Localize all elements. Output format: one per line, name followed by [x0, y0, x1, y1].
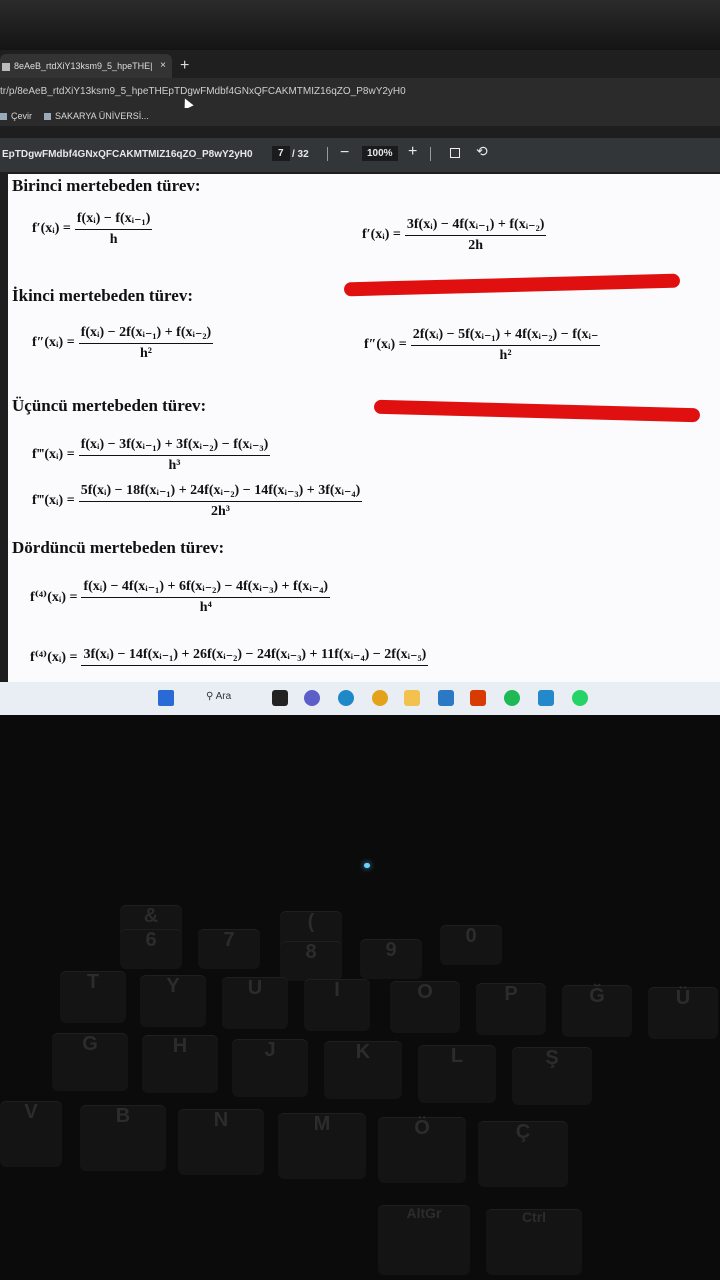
browser-tab[interactable] [0, 54, 172, 78]
equation-lhs: f′(xᵢ) = [32, 221, 71, 236]
equation [30, 578, 330, 616]
denominator: h² [499, 348, 512, 363]
section-heading: İkinci mertebeden türev: [12, 286, 193, 305]
bookmark-label: Çevir [11, 111, 33, 121]
equation [32, 210, 152, 248]
denominator [81, 666, 428, 668]
denominator: h³ [168, 458, 181, 473]
fit-page-icon[interactable] [450, 148, 460, 158]
fraction [75, 210, 153, 248]
denominator: h [109, 232, 118, 247]
bookmarks-bar [0, 108, 720, 126]
numerator: 2f(xᵢ) − 5f(xᵢ₋₁) + 4f(xᵢ₋₂) − f(xᵢ₋ [411, 326, 601, 346]
numerator: f(xᵢ) − 2f(xᵢ₋₁) + f(xᵢ₋₂) [79, 324, 214, 344]
equation-lhs: f⁽⁴⁾(xᵢ) = [30, 589, 78, 605]
keyboard-key: M [278, 1113, 366, 1179]
numerator: 3f(xᵢ) − 4f(xᵢ₋₁) + f(xᵢ₋₂) [405, 216, 547, 236]
equation [30, 646, 428, 668]
toolbar-divider [430, 147, 431, 161]
edge-browser-icon[interactable] [338, 690, 354, 706]
section-heading: Üçüncü mertebeden türev: [12, 396, 207, 415]
keyboard-key: Ç [478, 1121, 568, 1187]
whatsapp-icon[interactable] [572, 690, 588, 706]
keyboard-key: K [324, 1041, 402, 1099]
pdf-toolbar [0, 138, 720, 172]
numerator: f(xᵢ) − f(xᵢ₋₁) [75, 210, 153, 230]
denominator: 2h³ [211, 504, 230, 519]
equation-lhs: f′(xᵢ) = [362, 227, 401, 242]
fraction [405, 216, 547, 254]
bookmark-cevir[interactable] [0, 111, 32, 121]
numerator: 3f(xᵢ) − 14f(xᵢ₋₁) + 26f(xᵢ₋₂) − 24f(xᵢ₋₃) + 11f(xᵢ₋₄) − 2f(xᵢ₋₅) [81, 646, 428, 666]
section-heading: Dördüncü mertebeden türev: [12, 538, 225, 557]
page-total: / 32 [292, 149, 309, 160]
keyboard-key: 9 [360, 939, 422, 979]
chrome-browser-icon[interactable] [372, 690, 388, 706]
red-annotation-mark [344, 274, 680, 297]
zoom-level-input[interactable]: 100% [362, 146, 398, 161]
keyboard-key: Ş [512, 1047, 592, 1105]
address-bar[interactable] [0, 78, 720, 108]
pdf-file-icon [2, 63, 10, 71]
tab-strip [0, 50, 720, 78]
section-heading: Birinci mertebeden türev: [12, 176, 201, 195]
keyboard-key: O [390, 981, 460, 1033]
keyboard-key: H [142, 1035, 218, 1093]
windows-taskbar [0, 682, 720, 715]
keyboard-key: AltGr [378, 1205, 470, 1275]
keyboard-key: 8 [280, 941, 342, 981]
tab-title: 8eAeB_rtdXiY13ksm9_5_hpeTHE| [14, 61, 153, 71]
vscode-icon[interactable] [538, 690, 554, 706]
keyboard-key: P [476, 983, 546, 1035]
rotate-icon[interactable]: ⟲ [476, 143, 488, 159]
equation [32, 324, 213, 362]
equation-lhs: f‴(xᵢ) = [32, 493, 75, 508]
keyboard-key: N [178, 1109, 264, 1175]
red-annotation-mark [374, 400, 700, 423]
equation-lhs: f″(xᵢ) = [32, 335, 75, 350]
keyboard-key: Ö [378, 1117, 466, 1183]
keyboard-key: 7 [198, 929, 260, 969]
spotify-icon[interactable] [504, 690, 520, 706]
equation [32, 482, 362, 520]
keyboard-key: L [418, 1045, 496, 1103]
denominator: h² [139, 346, 152, 361]
keyboard-key: & [120, 905, 182, 947]
keyboard-key: Y [140, 975, 206, 1027]
denominator: h⁴ [199, 600, 212, 615]
equation [362, 216, 546, 254]
laptop-screen [0, 50, 720, 715]
fraction [411, 326, 601, 364]
document-title: EpTDgwFMdbf4GNxQFCAKMTMIZ16qZO_P8wY2yH0 [2, 149, 253, 160]
keyboard-key: G [52, 1033, 128, 1091]
keyboard-key: U [222, 977, 288, 1029]
task-view-icon[interactable] [272, 690, 288, 706]
equation-lhs: f″(xᵢ) = [364, 337, 407, 352]
laptop-keyboard [0, 715, 720, 1280]
toolbar-divider [327, 147, 328, 161]
fraction [79, 482, 363, 520]
numerator: f(xᵢ) − 4f(xᵢ₋₁) + 6f(xᵢ₋₂) − 4f(xᵢ₋₃) + f(xᵢ₋₄) [81, 578, 330, 598]
equation [364, 326, 600, 364]
equation-lhs: f‴(xᵢ) = [32, 447, 75, 462]
close-icon[interactable]: × [160, 60, 166, 71]
fraction [79, 324, 214, 362]
fraction [79, 436, 271, 474]
keyboard-key: ( [280, 911, 342, 951]
keyboard-key: 0 [440, 925, 502, 965]
monitor-bezel [0, 0, 720, 50]
bookmark-label: SAKARYA ÜNİVERSİ... [55, 111, 149, 121]
search-icon: ⚲ [206, 691, 216, 702]
fraction [81, 646, 428, 668]
keyboard-key: Ü [648, 987, 718, 1039]
pdf-page [8, 174, 720, 682]
search-label: Ara [215, 691, 232, 702]
keyboard-key: I [304, 979, 370, 1031]
camera-led-light [364, 863, 370, 868]
taskbar-search[interactable] [206, 691, 231, 702]
zoom-out-button[interactable]: − [340, 144, 350, 161]
equation [32, 436, 270, 474]
equation-lhs: f⁽⁴⁾(xᵢ) = [30, 649, 78, 665]
numerator: f(xᵢ) − 3f(xᵢ₋₁) + 3f(xᵢ₋₂) − f(xᵢ₋₃) [79, 436, 271, 456]
denominator: 2h [468, 238, 484, 253]
windows-start-icon[interactable] [158, 690, 174, 706]
keyboard-key: Ğ [562, 985, 632, 1037]
url-text[interactable]: tr/p/8eAeB_rtdXiY13ksm9_5_hpeTHEpTDgwFMdbf4GNxQFCAKMTMIZ16qZO_P8wY2yH0 [0, 86, 406, 97]
translate-icon [0, 113, 7, 120]
new-tab-button[interactable]: + [180, 57, 190, 74]
page-number-input[interactable]: 7 [272, 146, 290, 161]
keyboard-key: 6 [120, 929, 182, 969]
keyboard-key: Ctrl [486, 1209, 582, 1275]
zoom-in-button[interactable]: + [408, 143, 418, 160]
numerator: 5f(xᵢ) − 18f(xᵢ₋₁) + 24f(xᵢ₋₂) − 14f(xᵢ₋₃) + 3f(xᵢ₋₄) [79, 482, 363, 502]
bookmark-icon [44, 113, 51, 120]
teams-chat-icon[interactable] [304, 690, 320, 706]
office-icon[interactable] [470, 690, 486, 706]
bookmark-sakarya[interactable] [44, 111, 149, 121]
keyboard-key: V [0, 1101, 62, 1167]
keyboard-key: B [80, 1105, 166, 1171]
fraction [81, 578, 330, 616]
keyboard-key: J [232, 1039, 308, 1097]
keyboard-key: T [60, 971, 126, 1023]
file-explorer-icon[interactable] [404, 690, 420, 706]
mail-icon[interactable] [438, 690, 454, 706]
